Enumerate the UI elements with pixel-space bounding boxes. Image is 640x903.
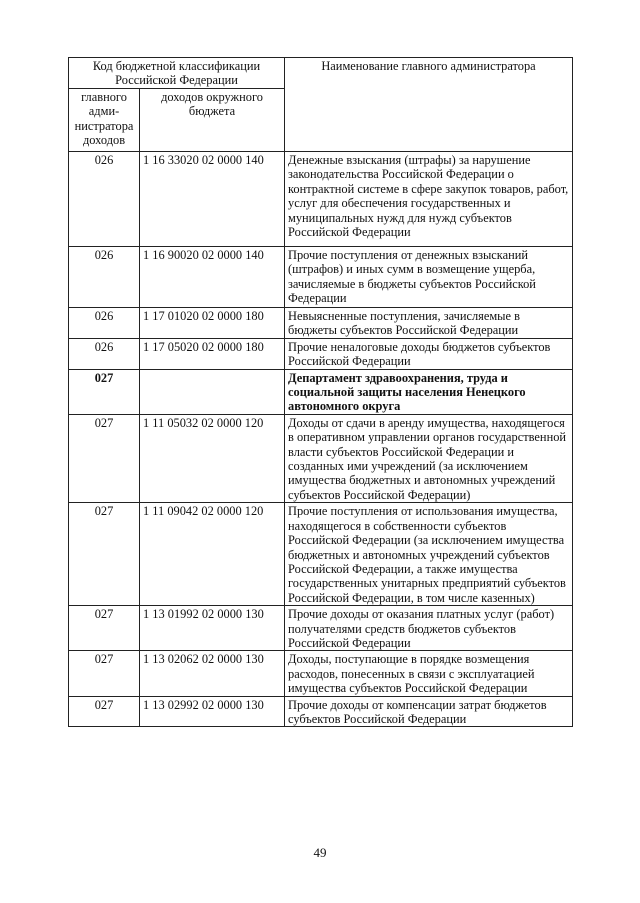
revenue-code-cell: 1 17 01020 02 0000 180 xyxy=(140,308,285,339)
administrator-name-cell: Прочие поступления от денежных взысканий (штрафов) и иных сумм в возмещение ущерба, зачисляемые в бюджеты субъектов Российской Федерации xyxy=(285,247,573,308)
admin-code-cell: 027 xyxy=(69,503,140,606)
table-row xyxy=(69,152,573,247)
table-row xyxy=(69,308,573,339)
admin-code-cell: 027 xyxy=(69,696,140,727)
budget-classification-table xyxy=(68,57,573,727)
revenue-code-header: доходов окружного бюджета xyxy=(140,89,285,152)
administrator-name-cell: Прочие доходы от компенсации затрат бюджетов субъектов Российской Федерации xyxy=(285,696,573,727)
administrator-name-cell: Прочие поступления от использования имущества, находящегося в собственности субъектов Российской Федерации (за исключением имущества бюджетных и автономных учреждений субъектов Российской Федерации, а также имущества государственных унитарных предприятий субъектов Российской Федерации, в том числе казенных) xyxy=(285,503,573,606)
administrator-name-cell: Невыясненные поступления, зачисляемые в бюджеты субъектов Российской Федерации xyxy=(285,308,573,339)
administrator-name-cell: Прочие доходы от оказания платных услуг (работ) получателями средств бюджетов субъектов Российской Федерации xyxy=(285,606,573,651)
admin-code-cell: 027 xyxy=(69,606,140,651)
revenue-code-cell: 1 17 05020 02 0000 180 xyxy=(140,338,285,369)
page-number: 49 xyxy=(313,845,327,860)
revenue-code-cell: 1 16 33020 02 0000 140 xyxy=(140,152,285,247)
administrator-name-header: Наименование главного администратора xyxy=(285,58,573,152)
administrator-name-cell: Прочие неналоговые доходы бюджетов субъектов Российской Федерации xyxy=(285,338,573,369)
table-row xyxy=(69,606,573,651)
revenue-code-cell: 1 11 05032 02 0000 120 xyxy=(140,414,285,502)
classification-header: Код бюджетной классификации Российской Федерации xyxy=(69,58,285,89)
revenue-code-cell xyxy=(140,369,285,414)
admin-code-header: главного адми-нистратора доходов xyxy=(69,89,140,152)
admin-code-cell: 026 xyxy=(69,338,140,369)
revenue-code-cell: 1 16 90020 02 0000 140 xyxy=(140,247,285,308)
department-name-cell: Департамент здравоохранения, труда и социальной защиты населения Ненецкого автономного округа xyxy=(285,369,573,414)
administrator-name-cell: Доходы, поступающие в порядке возмещения расходов, понесенных в связи с эксплуатацией имущества субъектов Российской Федерации xyxy=(285,651,573,696)
admin-code-cell: 026 xyxy=(69,152,140,247)
administrator-name-cell: Доходы от сдачи в аренду имущества, находящегося в оперативном управлении органов государственной власти субъектов Российской Федерации и созданных ими учреждений (за исключением имущества бюджетных и автономных учреждений субъектов Российской Федерации) xyxy=(285,414,573,502)
admin-code-cell: 026 xyxy=(69,247,140,308)
administrator-name-cell: Денежные взыскания (штрафы) за нарушение законодательства Российской Федерации о контрактной системе в сфере закупок товаров, работ, услуг для обеспечения государственных и муниципальных нужд для нужд субъектов Российской Федерации xyxy=(285,152,573,247)
revenue-code-cell: 1 11 09042 02 0000 120 xyxy=(140,503,285,606)
admin-code-cell: 026 xyxy=(69,308,140,339)
revenue-code-cell: 1 13 02062 02 0000 130 xyxy=(140,651,285,696)
table-row xyxy=(69,651,573,696)
table-row-department-heading xyxy=(69,369,573,414)
table-row xyxy=(69,696,573,727)
admin-code-cell: 027 xyxy=(69,369,140,414)
table-row xyxy=(69,338,573,369)
table-row xyxy=(69,414,573,502)
revenue-code-cell: 1 13 01992 02 0000 130 xyxy=(140,606,285,651)
revenue-code-cell: 1 13 02992 02 0000 130 xyxy=(140,696,285,727)
table-row xyxy=(69,247,573,308)
admin-code-cell: 027 xyxy=(69,414,140,502)
admin-code-cell: 027 xyxy=(69,651,140,696)
table-row xyxy=(69,503,573,606)
